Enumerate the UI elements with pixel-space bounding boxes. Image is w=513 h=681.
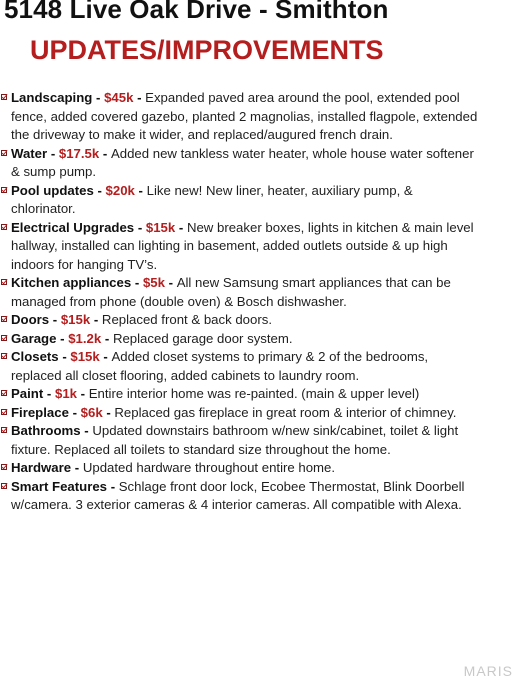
list-item-doors — [0, 311, 513, 330]
list-item-water — [0, 145, 513, 182]
separator: - — [104, 330, 113, 346]
list-item-closets — [0, 348, 513, 385]
list-item-bathrooms — [0, 422, 513, 459]
checkbox-icon — [1, 353, 7, 359]
item-name: Closets — [11, 349, 59, 364]
separator: - — [80, 386, 89, 401]
list-item-garage — [0, 330, 513, 349]
list-item-electrical-upgrades — [0, 219, 513, 275]
item-description: Replaced gas fireplace in great room & interior of chimney. — [114, 404, 457, 420]
item-description: Like new! New liner, heater, auxiliary pump, & chlorinator. — [11, 182, 413, 216]
checkbox-icon — [1, 464, 7, 470]
page-title: 5148 Live Oak Drive - Smithton — [4, 0, 389, 24]
checkbox-icon — [1, 316, 7, 322]
item-description: Added closet systems to primary & 2 of the bedrooms, replaced all closet flooring, added cabinets to laundry room. — [11, 349, 429, 383]
item-name: Hardware — [11, 460, 72, 475]
page-subtitle: UPDATES/IMPROVEMENTS — [30, 35, 384, 65]
list-item-fireplace — [0, 404, 513, 423]
separator: - — [74, 460, 83, 475]
checkbox-icon — [1, 94, 7, 100]
separator: - — [50, 145, 59, 161]
list-item-kitchen-appliances — [0, 274, 513, 311]
item-name: Doors — [11, 312, 50, 327]
item-description: Replaced garage door system. — [112, 330, 293, 346]
item-cost: $1k — [54, 386, 77, 401]
list-item-pool-updates — [0, 182, 513, 219]
checkbox-icon — [1, 409, 7, 415]
separator: - — [46, 386, 55, 401]
item-name: Kitchen appliances — [11, 275, 132, 290]
improvements-list — [0, 89, 513, 515]
list-item-paint — [0, 385, 513, 404]
list-item-smart-features — [0, 478, 513, 515]
item-description: Schlage front door lock, Ecobee Thermostat, Blink Doorbell w/camera. 3 exterior cameras & 4 interior cameras. All compatible with Alexa. — [11, 478, 465, 512]
item-cost: $45k — [104, 90, 134, 105]
item-cost: $15k — [70, 349, 100, 364]
item-name: Paint — [11, 386, 44, 401]
item-name: Landscaping — [11, 90, 93, 105]
checkbox-icon — [1, 279, 7, 285]
separator: - — [138, 182, 147, 198]
item-cost: $15k — [60, 312, 91, 327]
item-description: Updated hardware throughout entire home. — [82, 460, 336, 475]
item-name: Smart Features — [11, 478, 108, 494]
separator: - — [134, 275, 143, 290]
separator: - — [97, 182, 106, 198]
separator: - — [110, 478, 119, 494]
item-cost: $15k — [145, 219, 176, 235]
checkbox-icon — [1, 187, 7, 193]
item-description: Expanded paved area around the pool, extended pool fence, added covered gazebo, planted 2 magnolias, installed flagpole, extended the driveway to make it wider, and replaced/augured french drain. — [11, 90, 478, 142]
watermark: MARIS — [463, 663, 513, 679]
checkbox-icon — [1, 483, 7, 489]
item-cost: $5k — [142, 275, 165, 290]
separator: - — [106, 404, 115, 420]
checkbox-icon — [1, 390, 7, 396]
separator: - — [103, 349, 112, 364]
separator: - — [178, 219, 187, 235]
separator: - — [137, 90, 146, 105]
item-cost: $20k — [105, 182, 135, 198]
item-name: Water — [11, 145, 48, 161]
separator: - — [52, 312, 61, 327]
item-description: Entire interior home was re-painted. (main & upper level) — [88, 386, 420, 401]
item-name: Pool updates — [11, 182, 94, 198]
separator: - — [62, 349, 71, 364]
list-item-landscaping — [0, 89, 513, 145]
item-name: Garage — [11, 330, 57, 346]
checkbox-icon — [1, 335, 7, 341]
checkbox-icon — [1, 150, 7, 156]
separator: - — [60, 330, 69, 346]
separator: - — [84, 423, 93, 438]
separator: - — [168, 275, 177, 290]
item-cost: $17.5k — [58, 145, 100, 161]
item-name: Bathrooms — [11, 423, 81, 438]
separator: - — [102, 145, 111, 161]
item-cost: $1.2k — [68, 330, 102, 346]
list-item-hardware — [0, 459, 513, 478]
item-cost: $6k — [80, 404, 103, 420]
item-description: Updated downstairs bathroom w/new sink/cabinet, toilet & light fixture. Replaced all toilets to standard size throughout the home. — [11, 423, 459, 457]
checkbox-icon — [1, 224, 7, 230]
separator: - — [72, 404, 81, 420]
item-name: Electrical Upgrades — [11, 219, 135, 235]
separator: - — [96, 90, 105, 105]
checkbox-icon — [1, 427, 7, 433]
item-description: Replaced front & back doors. — [101, 312, 272, 327]
item-name: Fireplace — [11, 404, 69, 420]
item-description: All new Samsung smart appliances that can be managed from phone (double oven) & Bosch dishwasher. — [11, 275, 451, 309]
separator: - — [93, 312, 102, 327]
separator: - — [137, 219, 146, 235]
item-description: Added new tankless water heater, whole house water softener & sump pump. — [11, 145, 474, 179]
item-description: New breaker boxes, lights in kitchen & main level hallway, installed can lighting in basement, added outlets outside & up high indoors for hanging TV’s. — [11, 219, 474, 272]
